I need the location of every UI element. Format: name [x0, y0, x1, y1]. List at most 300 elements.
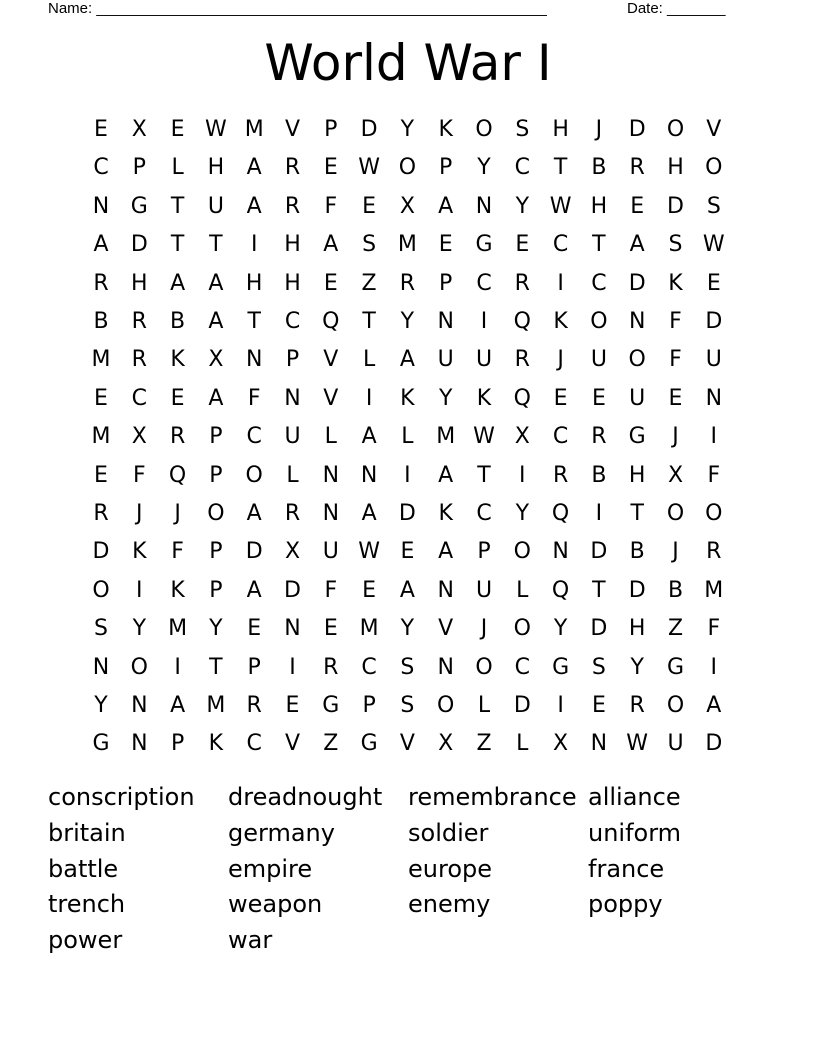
grid-letter: U [207, 193, 224, 219]
grid-letter: Y [477, 155, 491, 181]
grid-letter: R [246, 693, 262, 718]
grid-letter: C [246, 731, 262, 757]
grid-letter: P [247, 654, 261, 680]
grid-letter: V [323, 347, 339, 373]
grid-letter: R [514, 347, 530, 373]
grid-letter: G [628, 424, 646, 450]
grid-letter: I [136, 577, 143, 603]
grid-letter: S [706, 193, 721, 219]
grid-letter: I [289, 654, 296, 680]
grid-letter: B [591, 462, 607, 488]
grid-letter: E [591, 693, 606, 718]
grid-letter: Y [515, 193, 530, 219]
grid-letter: F [707, 462, 721, 488]
word-bank-item: germany [228, 818, 335, 847]
grid-letter: A [361, 501, 377, 526]
grid-letter: V [399, 731, 415, 757]
grid-letter: M [91, 347, 111, 373]
grid-letter: O [628, 347, 646, 373]
grid-letter: K [668, 270, 683, 296]
grid-letter: R [591, 424, 607, 450]
word-bank-item: power [48, 926, 123, 955]
grid-letter: D [667, 193, 684, 219]
grid-letter: W [549, 193, 572, 219]
grid-letter: T [170, 232, 185, 258]
name-field-label: Name: ______________________________________________________ [48, 0, 547, 17]
grid-letter: O [513, 616, 531, 642]
grid-letter: U [590, 347, 607, 373]
grid-letter: P [439, 270, 453, 296]
grid-letter: W [702, 232, 725, 258]
grid-letter: T [592, 232, 606, 258]
grid-letter: P [209, 577, 223, 603]
grid-letter: I [557, 693, 564, 718]
grid-letter: Z [323, 731, 339, 757]
grid-letter: W [473, 424, 495, 450]
grid-letter: Q [513, 385, 531, 411]
grid-letter: B [93, 309, 109, 334]
grid-letter: S [668, 232, 683, 258]
grid-letter: C [476, 270, 492, 296]
grid-letter: A [246, 577, 262, 603]
grid-letter: C [93, 155, 109, 181]
grid-letter: B [170, 309, 186, 334]
grid-letter: P [285, 347, 300, 373]
grid-letter: A [323, 232, 339, 258]
grid-letter: X [208, 347, 224, 373]
grid-letter: G [322, 693, 340, 718]
word-bank-item: battle [48, 854, 119, 883]
grid-letter: H [245, 270, 263, 296]
grid-letter: Q [322, 309, 340, 334]
grid-letter: H [590, 193, 608, 219]
grid-letter: R [169, 424, 186, 450]
grid-letter: T [209, 654, 223, 680]
grid-letter: C [284, 309, 301, 334]
grid-letter: L [362, 347, 376, 373]
grid-letter: O [705, 501, 723, 526]
grid-letter: G [360, 731, 378, 757]
grid-letter: G [130, 193, 148, 219]
grid-letter: B [667, 577, 684, 603]
grid-letter: T [170, 193, 185, 219]
grid-letter: G [475, 232, 493, 258]
grid-letter: O [666, 501, 685, 526]
grid-letter: X [131, 117, 147, 142]
grid-letter: Y [630, 654, 644, 680]
grid-letter: F [171, 539, 184, 565]
grid-letter: N [437, 577, 454, 603]
grid-letter: Y [515, 501, 530, 526]
grid-letter: P [362, 693, 376, 718]
grid-letter: O [666, 117, 685, 142]
grid-letter: J [672, 539, 679, 565]
grid-letter: E [94, 385, 108, 411]
grid-letter: A [246, 501, 262, 526]
grid-letter: N [322, 462, 340, 488]
grid-letter: A [706, 693, 722, 718]
grid-letter: A [93, 232, 109, 258]
grid-letter: R [131, 347, 147, 373]
grid-letter: R [706, 539, 722, 565]
grid-letter: I [595, 501, 603, 526]
grid-letter: N [92, 193, 110, 219]
grid-letter: I [404, 462, 411, 488]
grid-letter: R [93, 270, 109, 296]
grid-letter: O [705, 155, 723, 181]
grid-letter: M [359, 616, 379, 642]
word-bank-item: weapon [228, 890, 323, 919]
grid-letter: N [705, 385, 723, 411]
grid-letter: Q [551, 577, 570, 603]
grid-letter: T [553, 155, 568, 181]
grid-letter: J [480, 616, 488, 642]
grid-letter: Y [400, 117, 415, 142]
grid-letter: Y [438, 385, 453, 411]
grid-letter: T [630, 501, 644, 526]
word-bank-item: remembrance [408, 783, 577, 811]
grid-letter: E [285, 693, 300, 718]
grid-letter: V [438, 616, 454, 642]
word-bank-item: uniform [588, 818, 682, 847]
word-bank-item: empire [228, 854, 313, 883]
grid-letter: J [174, 501, 181, 526]
grid-letter: J [557, 347, 564, 373]
word-bank-item: enemy [408, 890, 491, 919]
grid-letter: O [92, 577, 110, 603]
grid-letter: E [323, 616, 338, 642]
grid-letter: L [516, 577, 529, 603]
grid-letter: O [666, 693, 685, 718]
grid-letter: H [284, 270, 301, 296]
grid-letter: N [322, 501, 340, 526]
grid-letter: R [284, 193, 301, 219]
grid-letter: T [592, 577, 606, 603]
grid-letter: M [91, 424, 111, 450]
grid-letter: I [519, 462, 526, 488]
grid-letter: P [170, 731, 185, 757]
grid-letter: N [475, 193, 493, 219]
grid-letter: N [131, 693, 148, 718]
grid-letter: M [436, 424, 456, 450]
grid-letter: X [131, 424, 147, 450]
grid-letter: N [284, 616, 301, 642]
grid-letter: E [94, 117, 108, 142]
grid-letter: A [361, 424, 377, 450]
grid-letter: A [246, 155, 262, 181]
grid-letter: S [362, 232, 377, 258]
grid-letter: O [130, 654, 148, 680]
grid-letter: E [170, 117, 185, 142]
grid-letter: D [398, 501, 416, 526]
grid-letter: S [591, 654, 606, 680]
grid-letter: E [170, 385, 185, 411]
grid-letter: K [400, 385, 415, 411]
grid-letter: N [590, 731, 608, 757]
grid-letter: N [437, 654, 454, 680]
grid-letter: M [206, 693, 226, 718]
grid-letter: A [399, 347, 415, 373]
grid-letter: C [591, 270, 607, 296]
grid-letter: N [284, 385, 301, 411]
grid-letter: U [705, 347, 722, 373]
word-bank-item: war [228, 926, 273, 955]
grid-letter: C [476, 501, 492, 526]
word-bank-item: conscription [48, 783, 195, 811]
grid-letter: D [628, 117, 646, 142]
grid-letter: U [629, 385, 646, 411]
grid-letter: E [591, 385, 606, 411]
grid-letter: Y [400, 309, 415, 334]
grid-letter: V [706, 117, 722, 142]
grid-letter: T [209, 232, 223, 258]
grid-letter: L [477, 693, 491, 718]
grid-letter: L [401, 424, 414, 450]
grid-letter: L [516, 731, 529, 757]
grid-letter: G [92, 731, 110, 757]
grid-letter: A [399, 577, 415, 603]
grid-letter: D [92, 539, 110, 565]
grid-letter: Z [667, 616, 684, 642]
grid-letter: P [209, 539, 223, 565]
grid-letter: C [361, 654, 377, 680]
grid-letter: E [515, 232, 530, 258]
grid-letter: Z [361, 270, 377, 296]
grid-letter: R [629, 693, 645, 718]
grid-letter: F [247, 385, 261, 411]
word-bank-item: france [588, 854, 665, 883]
grid-letter: R [131, 309, 147, 334]
word-bank-item: britain [48, 818, 126, 847]
date-field-label: Date: _______ [627, 0, 726, 17]
grid-letter: W [358, 539, 380, 565]
grid-letter: T [477, 462, 491, 488]
grid-letter: N [245, 347, 263, 373]
grid-letter: A [438, 193, 454, 219]
grid-letter: S [400, 693, 415, 718]
grid-letter: P [209, 424, 223, 450]
grid-letter: X [284, 539, 301, 565]
grid-letter: I [710, 654, 718, 680]
grid-letter: D [705, 731, 723, 757]
grid-letter: R [399, 270, 416, 296]
grid-letter: E [362, 193, 377, 219]
grid-letter: K [438, 501, 453, 526]
grid-letter: D [360, 117, 378, 142]
grid-letter: E [438, 232, 453, 258]
grid-letter: P [209, 462, 223, 488]
word-bank-item: poppy [588, 890, 663, 919]
grid-letter: K [476, 385, 492, 411]
grid-letter: B [591, 155, 607, 181]
grid-letter: E [247, 616, 262, 642]
grid-letter: C [514, 155, 530, 181]
grid-letter: D [628, 270, 646, 296]
grid-letter: R [284, 501, 301, 526]
grid-letter: M [168, 616, 188, 642]
grid-letter: L [324, 424, 337, 450]
grid-letter: R [514, 270, 530, 296]
grid-letter: O [245, 462, 263, 488]
grid-letter: C [552, 232, 569, 258]
grid-letter: K [208, 731, 224, 757]
grid-letter: Y [400, 616, 415, 642]
grid-letter: E [668, 385, 683, 411]
grid-letter: A [438, 539, 454, 565]
grid-letter: D [245, 539, 263, 565]
grid-letter: H [131, 270, 148, 296]
grid-letter: S [94, 616, 108, 642]
grid-letter: M [244, 117, 264, 142]
grid-letter: J [672, 424, 679, 450]
grid-letter: A [629, 232, 645, 258]
grid-letter: Y [94, 693, 108, 718]
grid-letter: G [552, 654, 570, 680]
grid-letter: K [132, 539, 147, 565]
grid-letter: U [322, 539, 339, 565]
grid-letter: A [246, 193, 262, 219]
grid-letter: H [628, 462, 646, 488]
grid-letter: C [131, 385, 147, 411]
grid-letter: D [628, 577, 646, 603]
grid-letter: Z [476, 731, 492, 757]
grid-letter: H [207, 155, 225, 181]
word-bank [48, 780, 768, 959]
grid-letter: E [553, 385, 568, 411]
grid-letter: F [707, 616, 721, 642]
grid-letter: V [284, 731, 301, 757]
grid-letter: X [553, 731, 569, 757]
grid-letter: I [250, 232, 258, 258]
grid-letter: L [286, 462, 299, 488]
grid-letter: P [439, 155, 453, 181]
grid-letter: J [595, 117, 603, 142]
grid-letter: O [398, 155, 417, 181]
grid-letter: A [208, 309, 224, 334]
grid-letter: R [323, 654, 339, 680]
grid-letter: E [323, 155, 338, 181]
grid-letter: U [475, 577, 493, 603]
grid-letter: M [704, 577, 724, 603]
grid-letter: D [590, 539, 608, 565]
grid-letter: R [552, 462, 569, 488]
grid-letter: D [284, 577, 301, 603]
grid-letter: Y [553, 616, 568, 642]
grid-letter: P [132, 155, 146, 181]
grid-letter: R [93, 501, 109, 526]
grid-letter: A [438, 462, 454, 488]
grid-letter: E [94, 462, 108, 488]
grid-letter: M [397, 232, 417, 258]
grid-letter: W [205, 117, 227, 142]
grid-letter: N [628, 309, 646, 334]
grid-letter: C [552, 424, 569, 450]
grid-letter: W [358, 155, 380, 181]
grid-letter: E [400, 539, 415, 565]
grid-letter: P [324, 117, 338, 142]
grid-letter: I [480, 309, 488, 334]
grid-letter: R [284, 155, 301, 181]
grid-letter: H [667, 155, 684, 181]
word-bank-item: alliance [588, 783, 681, 811]
grid-letter: N [552, 539, 569, 565]
grid-letter: X [514, 424, 530, 450]
grid-letter: O [513, 539, 531, 565]
grid-letter: Y [132, 616, 147, 642]
grid-letter: V [323, 385, 339, 411]
grid-letter: F [324, 577, 338, 603]
grid-letter: E [362, 577, 377, 603]
grid-letter: G [666, 654, 685, 680]
grid-letter: E [630, 193, 645, 219]
grid-letter: C [246, 424, 262, 450]
grid-letter: A [208, 385, 224, 411]
grid-letter: D [513, 693, 531, 718]
grid-letter: U [284, 424, 301, 450]
grid-letter: K [438, 117, 453, 142]
grid-letter: W [626, 731, 649, 757]
grid-letter: E [323, 270, 338, 296]
grid-letter: J [136, 501, 143, 526]
grid-letter: N [131, 731, 148, 757]
grid-letter: O [475, 117, 493, 142]
grid-letter: Q [551, 501, 570, 526]
grid-letter: K [170, 347, 185, 373]
grid-letter: A [170, 270, 186, 296]
grid-letter: Q [168, 462, 187, 488]
word-bank-item: europe [408, 854, 492, 883]
grid-letter: X [399, 193, 415, 219]
grid-letter: H [628, 616, 646, 642]
grid-letter: I [174, 654, 181, 680]
grid-letter: O [207, 501, 225, 526]
grid-letter: T [247, 309, 261, 334]
word-bank-item: dreadnought [228, 783, 383, 811]
grid-letter: O [475, 654, 493, 680]
grid-letter: F [669, 347, 682, 373]
grid-letter: F [132, 462, 146, 488]
grid-letter: E [706, 270, 721, 296]
grid-letter: H [552, 117, 569, 142]
word-bank-item: soldier [408, 818, 489, 847]
grid-letter: L [171, 155, 184, 181]
grid-letter: U [667, 731, 684, 757]
grid-letter: D [705, 309, 723, 334]
grid-letter: I [710, 424, 718, 450]
grid-letter: U [475, 347, 493, 373]
grid-letter: S [400, 654, 415, 680]
grid-letter: I [365, 385, 373, 411]
grid-letter: Q [513, 309, 531, 334]
page-title: World War I [264, 34, 552, 92]
grid-letter: C [514, 654, 530, 680]
grid-letter: I [557, 270, 564, 296]
grid-letter: K [553, 309, 568, 334]
grid-letter: V [284, 117, 301, 142]
grid-letter: T [362, 309, 376, 334]
grid-letter: B [629, 539, 645, 565]
grid-letter: R [629, 155, 645, 181]
grid-letter: O [590, 309, 608, 334]
grid-letter: D [130, 232, 148, 258]
grid-letter: F [324, 193, 338, 219]
grid-letter: X [438, 731, 454, 757]
grid-letter: D [590, 616, 608, 642]
grid-letter: S [515, 117, 530, 142]
grid-letter: N [437, 309, 454, 334]
grid-letter: H [284, 232, 301, 258]
grid-letter: X [667, 462, 684, 488]
